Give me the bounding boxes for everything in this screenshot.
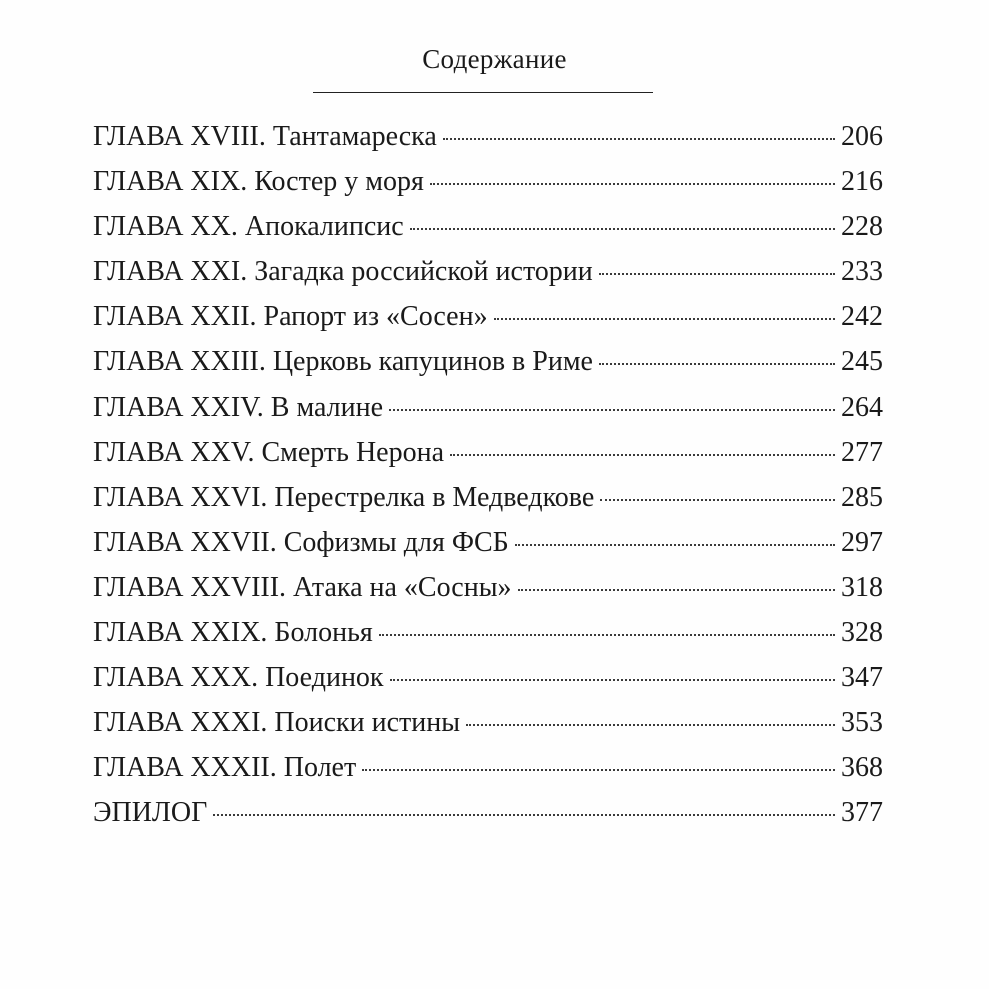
toc-entry	[93, 159, 883, 204]
toc-entry	[93, 520, 883, 565]
page-heading: Содержание	[422, 44, 567, 74]
toc-entry-title: ГЛАВА XXVI. Перестрелка в Медведкове	[93, 481, 595, 513]
dot-leader	[600, 499, 835, 501]
toc-entry	[93, 204, 883, 249]
toc-entry-page: 264	[841, 391, 883, 423]
dot-leader	[362, 769, 835, 771]
toc-entry	[93, 655, 883, 700]
toc-entry-title: ГЛАВА XVIII. Тантамареска	[93, 121, 437, 152]
dot-leader	[379, 634, 835, 636]
toc-entry	[93, 385, 883, 430]
toc-entry	[93, 745, 883, 790]
toc-entry-page: 353	[841, 707, 883, 739]
toc-entry-title: ГЛАВА XXV. Смерть Нерона	[93, 436, 444, 468]
dot-leader	[450, 454, 835, 456]
toc-entry-page: 285	[841, 481, 883, 513]
toc-entry-page: 206	[841, 121, 883, 152]
toc-entry-title: ГЛАВА XXXI. Поиски истины	[93, 707, 461, 739]
toc-entry-title: ГЛАВА XXI. Загадка российской истории	[93, 256, 593, 288]
table-of-contents	[93, 114, 883, 836]
dot-leader	[443, 138, 835, 140]
toc-entry	[93, 790, 883, 835]
dot-leader	[599, 363, 835, 365]
dot-leader	[410, 228, 835, 230]
toc-entry-title: ГЛАВА XX. Апокалипсис	[93, 211, 404, 243]
toc-entry-page: 347	[841, 662, 883, 694]
dot-leader	[430, 183, 835, 185]
heading-underline	[313, 92, 653, 93]
toc-entry-title: ГЛАВА XXVIII. Атака на «Сосны»	[93, 571, 512, 603]
toc-entry-title: ГЛАВА XXIII. Церковь капуцинов в Риме	[93, 346, 593, 378]
toc-entry-title: ГЛАВА XXVII. Софизмы для ФСБ	[93, 526, 509, 558]
toc-entry	[93, 294, 883, 339]
toc-entry	[93, 430, 883, 475]
toc-entry-page: 318	[841, 571, 883, 603]
toc-entry-page: 233	[841, 256, 883, 288]
toc-entry-page: 242	[841, 301, 883, 333]
toc-entry-page: 245	[841, 346, 883, 378]
toc-entry	[93, 700, 883, 745]
dot-leader	[213, 814, 835, 816]
toc-entry	[93, 610, 883, 655]
dot-leader	[389, 409, 835, 411]
toc-entry-page: 328	[841, 617, 883, 649]
dot-leader	[466, 724, 835, 726]
toc-entry	[93, 565, 883, 610]
dot-leader	[515, 544, 835, 546]
toc-entry-title: ГЛАВА XIX. Костер у моря	[93, 166, 424, 198]
toc-entry-page: 216	[841, 166, 883, 198]
dot-leader	[599, 273, 835, 275]
toc-entry-title: ГЛАВА XXIV. В малине	[93, 391, 384, 423]
toc-entry	[93, 114, 883, 159]
toc-entry-title: ГЛАВА XXXII. Полет	[93, 752, 357, 784]
toc-entry-page: 228	[841, 211, 883, 243]
toc-entry	[93, 475, 883, 520]
toc-entry-title: ГЛАВА XXII. Рапорт из «Сосен»	[93, 301, 488, 333]
toc-entry	[93, 339, 883, 384]
dot-leader	[390, 679, 835, 681]
dot-leader	[518, 589, 835, 591]
toc-entry-title: ГЛАВА XXIX. Болонья	[93, 617, 373, 649]
toc-entry-page: 368	[841, 752, 883, 784]
toc-entry-page: 297	[841, 526, 883, 558]
toc-entry-title: ГЛАВА XXX. Поединок	[93, 662, 384, 694]
toc-entry-page: 377	[841, 797, 883, 829]
toc-entry-page: 277	[841, 436, 883, 468]
toc-entry-title: ЭПИЛОГ	[93, 797, 208, 829]
dot-leader	[494, 318, 835, 320]
toc-entry	[93, 249, 883, 294]
